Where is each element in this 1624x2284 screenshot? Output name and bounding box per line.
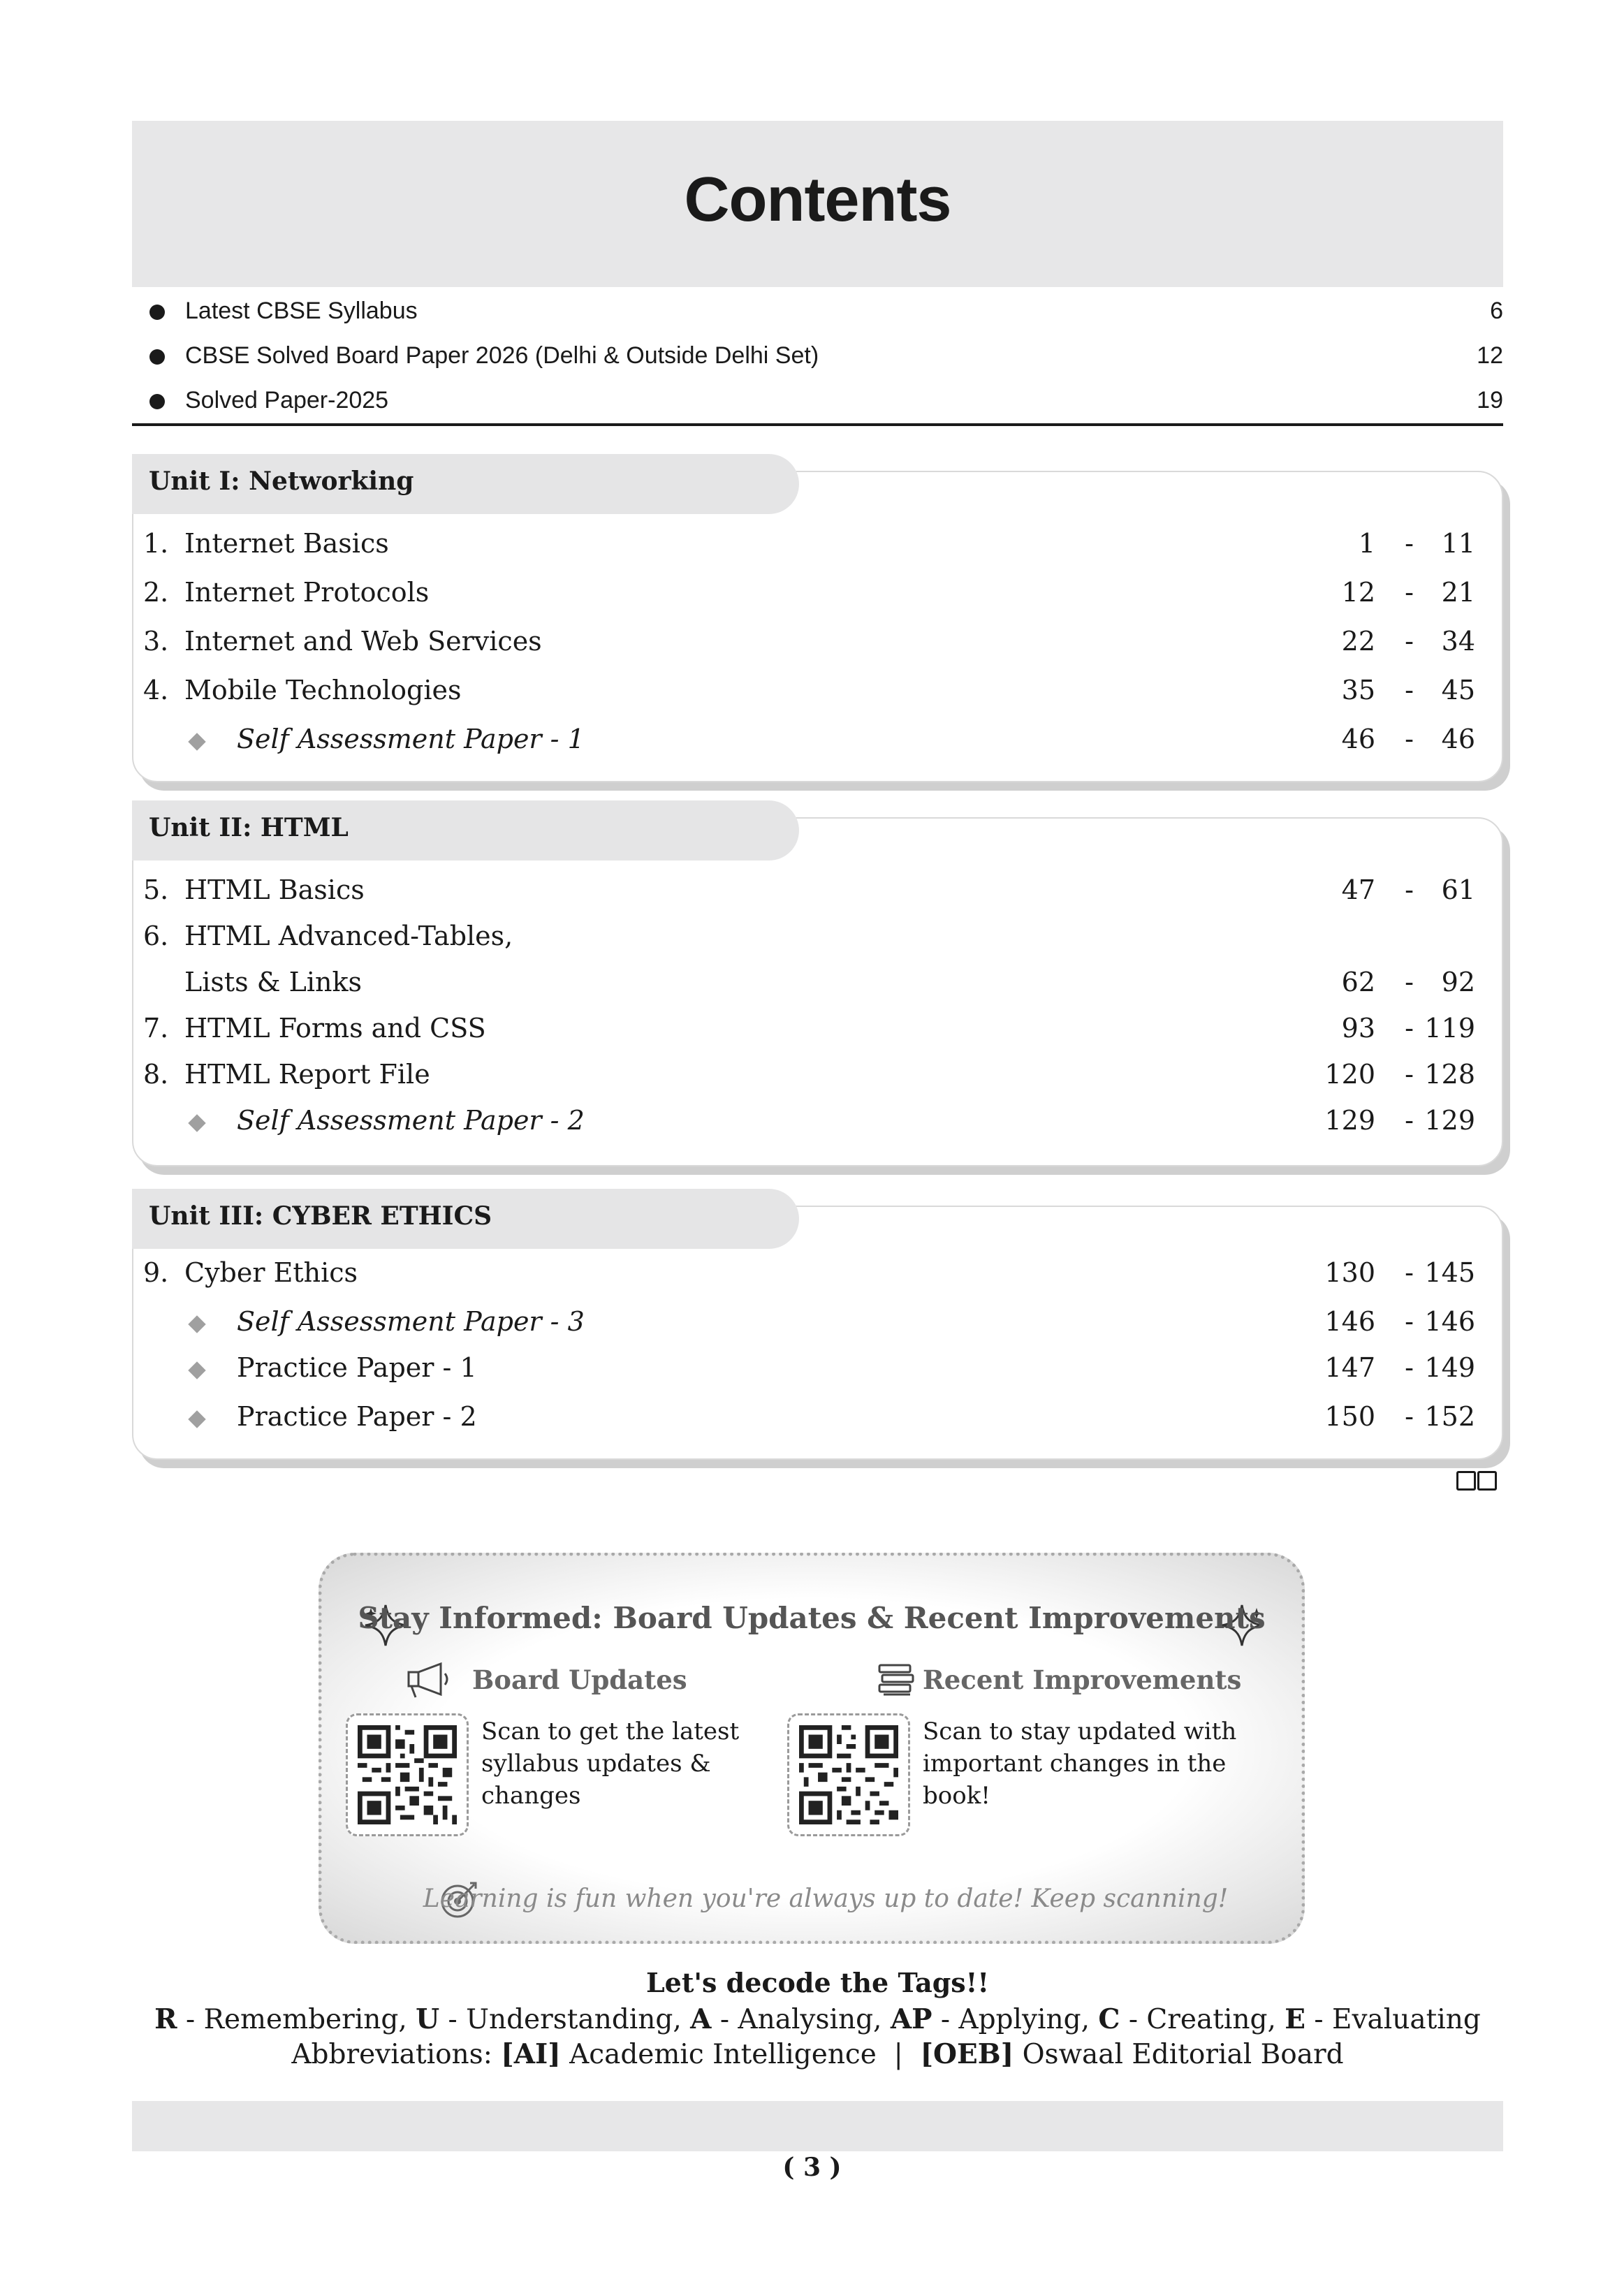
description-line: Scan to stay updated with — [923, 1718, 1237, 1745]
page-to: 34 — [1441, 626, 1475, 657]
unit-tab — [132, 1189, 799, 1249]
top-list-item — [132, 381, 1503, 426]
chapter-title: HTML Forms and CSS — [184, 1013, 486, 1044]
chapter-title: Internet Protocols — [184, 577, 430, 608]
tag-code: U — [416, 2003, 440, 2035]
description-line: Scan to get the latest — [481, 1718, 740, 1745]
unit-section-networking — [132, 454, 1503, 782]
stay-informed-box — [319, 1553, 1305, 1944]
divider — [132, 423, 1503, 426]
page-dash: - — [1405, 1257, 1414, 1288]
qr-code-icon — [358, 1725, 457, 1824]
practice-paper-title: Practice Paper - 2 — [237, 1401, 477, 1432]
tag-code: R — [154, 2003, 177, 2035]
chapter-number: 4. — [143, 675, 169, 705]
chapter-title: HTML Basics — [184, 874, 365, 905]
legend-heading: Let's decode the Tags!! — [645, 1967, 990, 1998]
abbreviations-label: Abbreviations: — [291, 2039, 492, 2070]
practice-paper-row — [132, 1352, 1503, 1394]
chapter-row — [132, 626, 1503, 668]
page-to: 21 — [1441, 577, 1475, 608]
page-from: 150 — [1324, 1401, 1375, 1432]
page-dash: - — [1405, 626, 1414, 657]
chapter-row — [132, 1059, 1503, 1101]
chapter-row — [132, 921, 1503, 962]
legend-abbreviations-line: Abbreviations: [AI] Academic Intelligence | [OEB] Oswaal Editorial Board — [291, 2038, 1344, 2070]
page-to: 119 — [1424, 1013, 1475, 1044]
recent-improvements-qr-code[interactable] — [787, 1713, 910, 1836]
bullet-icon — [149, 394, 165, 409]
bullet-icon — [149, 305, 165, 320]
practice-paper-row — [132, 1401, 1503, 1443]
page-dash: - — [1405, 1059, 1414, 1090]
info-box-tagline — [322, 1884, 1301, 1913]
tag-code: A — [690, 2003, 712, 2035]
chapter-number: 6. — [143, 921, 169, 951]
item-label: CBSE Solved Board Paper 2026 (Delhi & Outside Delhi Set) — [185, 342, 819, 369]
tagline-text: Learning is fun when you're always up to date! Keep scanning! — [423, 1884, 1229, 1913]
item-page: 6 — [1490, 298, 1503, 324]
recent-improvements-heading: Recent Improvements — [923, 1664, 1242, 1695]
page-to: 146 — [1424, 1306, 1475, 1337]
footer-band — [132, 2101, 1503, 2151]
description-line: book! — [923, 1782, 990, 1810]
page-to: 128 — [1424, 1059, 1475, 1090]
page-from: 93 — [1341, 1013, 1375, 1044]
stacked-books-icon — [877, 1662, 916, 1700]
chapter-title: Mobile Technologies — [184, 675, 462, 705]
board-updates-qr-code[interactable] — [346, 1713, 469, 1836]
abbrev-code: [OEB] — [920, 2038, 1014, 2070]
page-to: 152 — [1424, 1401, 1475, 1432]
page-from: 22 — [1341, 626, 1375, 657]
chapter-row — [132, 577, 1503, 619]
unit-title: Unit III: CYBER ETHICS — [149, 1201, 492, 1231]
page-dash: - — [1405, 724, 1414, 754]
tag-code: C — [1098, 2003, 1120, 2035]
page-number: ( 3 ) — [782, 2153, 842, 2182]
chapter-number: 1. — [143, 528, 169, 559]
tag-meaning: Evaluating — [1331, 2004, 1481, 2035]
end-of-section-mark-icon — [1456, 1471, 1498, 1489]
chapter-row — [132, 1257, 1503, 1299]
header-band — [132, 121, 1503, 287]
assessment-row — [132, 1306, 1503, 1348]
page-dash: - — [1405, 675, 1414, 705]
page-to: 145 — [1424, 1257, 1475, 1288]
tags-legend — [132, 1967, 1503, 2073]
chapter-number: 9. — [143, 1257, 169, 1288]
page-to: 149 — [1424, 1352, 1475, 1383]
assessment-title: Self Assessment Paper - 2 — [237, 1105, 585, 1136]
diamond-bullet-icon — [188, 1315, 205, 1333]
page-from: 147 — [1324, 1352, 1375, 1383]
page-from: 47 — [1341, 874, 1375, 905]
chapter-title: Internet Basics — [184, 528, 389, 559]
item-page: 12 — [1477, 342, 1503, 369]
top-list-item — [132, 292, 1503, 337]
page-dash: - — [1405, 1306, 1414, 1337]
page-from: 130 — [1324, 1257, 1375, 1288]
tag-meaning: Remembering — [203, 2004, 399, 2035]
page-dash: - — [1405, 528, 1414, 559]
page-dash: - — [1405, 1401, 1414, 1432]
page-to: 61 — [1441, 874, 1475, 905]
page-dash: - — [1405, 1352, 1414, 1383]
board-updates-description — [481, 1715, 739, 1812]
tag-meaning: Understanding — [466, 2004, 673, 2035]
recent-improvements-description — [923, 1715, 1236, 1812]
assessment-row — [132, 1105, 1503, 1147]
chapter-row-continued — [132, 967, 1503, 1009]
chapter-number: 2. — [143, 577, 169, 608]
page-to: 45 — [1441, 675, 1475, 705]
page-from: 62 — [1341, 967, 1375, 997]
assessment-title: Self Assessment Paper - 1 — [237, 724, 585, 754]
chapter-number: 7. — [143, 1013, 169, 1044]
unit-section-cyber-ethics — [132, 1189, 1503, 1460]
chapter-row — [132, 528, 1503, 570]
diamond-bullet-icon — [188, 1410, 205, 1428]
abbrev-meaning: Oswaal Editorial Board — [1022, 2039, 1344, 2070]
bullet-icon — [149, 349, 165, 365]
diamond-bullet-icon — [188, 1114, 205, 1132]
chapter-number: 3. — [143, 626, 169, 657]
page-dash: - — [1405, 874, 1414, 905]
item-label: Latest CBSE Syllabus — [185, 298, 418, 324]
page-from: 35 — [1341, 675, 1375, 705]
info-box-title: Stay Informed: Board Updates & Recent Improvements — [358, 1601, 1266, 1635]
page-to: 11 — [1441, 528, 1475, 559]
chapter-row — [132, 1013, 1503, 1055]
unit-section-html — [132, 800, 1503, 1166]
page-to: 129 — [1424, 1105, 1475, 1136]
chapter-number: 5. — [143, 874, 169, 905]
page-dash: - — [1405, 1013, 1414, 1044]
chapter-title: HTML Report File — [184, 1059, 430, 1090]
unit-title: Unit I: Networking — [149, 467, 414, 496]
description-line: changes — [481, 1782, 581, 1810]
chapter-title: HTML Advanced-Tables, — [184, 921, 513, 951]
chapter-row — [132, 874, 1503, 916]
tag-code: AP — [890, 2003, 932, 2035]
page-to: 46 — [1441, 724, 1475, 754]
chapter-number: 8. — [143, 1059, 169, 1090]
top-contents-list — [132, 292, 1503, 426]
page-dash: - — [1405, 967, 1414, 997]
unit-tab — [132, 454, 799, 514]
page-from: 1 — [1358, 528, 1375, 559]
page-from: 46 — [1341, 724, 1375, 754]
tag-code: E — [1285, 2003, 1305, 2035]
top-list-item — [132, 337, 1503, 381]
abbrev-meaning: Academic Intelligence — [569, 2039, 877, 2070]
qr-code-icon — [799, 1725, 898, 1824]
page-from: 12 — [1341, 577, 1375, 608]
board-updates-heading: Board Updates — [472, 1664, 687, 1695]
assessment-title: Self Assessment Paper - 3 — [237, 1306, 585, 1337]
chapter-row — [132, 675, 1503, 717]
practice-paper-title: Practice Paper - 1 — [237, 1352, 477, 1383]
page-from: 120 — [1324, 1059, 1375, 1090]
megaphone-icon — [406, 1661, 453, 1699]
description-line: syllabus updates & — [481, 1750, 711, 1778]
legend-tags-line: R - Remembering, U - Understanding, A - Analysing, AP - Applying, C - Creating, E - Evaluating — [154, 2003, 1481, 2035]
page-title: Contents — [684, 165, 951, 235]
diamond-bullet-icon — [188, 1361, 205, 1379]
page-dash: - — [1405, 577, 1414, 608]
description-line: important changes in the — [923, 1750, 1227, 1778]
abbrev-code: [AI] — [501, 2038, 561, 2070]
chapter-title: Internet and Web Services — [184, 626, 542, 657]
tag-meaning: Analysing — [738, 2004, 874, 2035]
chapter-title: Lists & Links — [184, 967, 363, 997]
item-page: 19 — [1477, 387, 1503, 413]
unit-title: Unit II: HTML — [149, 813, 349, 842]
unit-tab — [132, 800, 799, 861]
tag-meaning: Applying — [958, 2004, 1081, 2035]
diamond-bullet-icon — [188, 733, 205, 750]
assessment-row — [132, 724, 1503, 766]
page-dash: - — [1405, 1105, 1414, 1136]
item-label: Solved Paper-2025 — [185, 387, 389, 413]
page-from: 129 — [1324, 1105, 1375, 1136]
page-to: 92 — [1441, 967, 1475, 997]
chapter-title: Cyber Ethics — [184, 1257, 358, 1288]
page-from: 146 — [1324, 1306, 1375, 1337]
tag-meaning: Creating — [1146, 2004, 1268, 2035]
